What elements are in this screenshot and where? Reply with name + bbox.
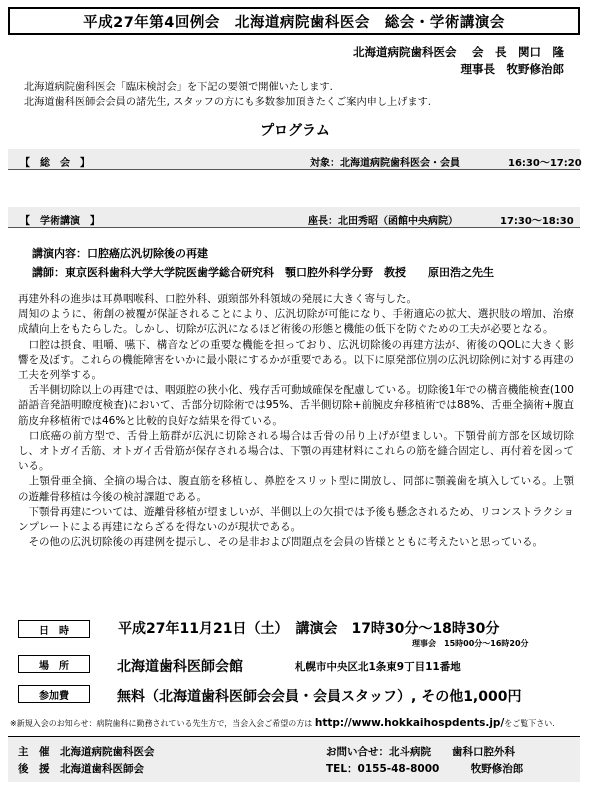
organizer-president: 北海道病院歯科医会 会 長 関口 隆 (352, 45, 564, 59)
note-suffix: をご覧下さい. (504, 719, 555, 728)
abstract-paragraph: 再建外科の進歩は耳鼻咽喉科、口腔外科、頭頸部外科領域の発展に大きく寄与した。 (18, 293, 417, 305)
note-url-link[interactable]: http://www.hokkaihospdents.jp/ (314, 717, 505, 729)
footer-contact: お問い合せ：北斗病院 歯科口腔外科 (326, 746, 515, 758)
fee-label: 参加費 (18, 685, 90, 703)
section-lecture-label: 【 学術講演 】 (20, 216, 100, 227)
organizer-block (353, 44, 564, 78)
intro-line-2: 北海道歯科医師会会員の諸先生, スタッフの方にも多数参加頂きたくご案内申し上げます. (24, 97, 432, 108)
section-general-time: 16:30～17:20 (508, 158, 582, 169)
intro-text (24, 80, 431, 110)
lecture-info (32, 244, 494, 282)
abstract-paragraph: 上顎骨亜全摘、全摘の場合は、腹直筋を移植し、鼻腔をスリット型に開放し、同部に顎義歯を填入している。上顎の遊離骨移植は今後の検討課題である。 (18, 475, 574, 503)
venue-address: 札幌市中央区北1条東9丁目11番地 (295, 661, 461, 673)
abstract-paragraph: 周知のように、術創の被覆が保証されることにより、広汎切除が可能になり、手術適応の拡大、選択肢の増加、治療成績向上をもたらした。しかし、切除が広汎になるほど術後の形態と機能の低下を防ぐための工夫が必要となる。 (18, 308, 574, 336)
section-general-target: 対象：北海道病院歯科医会・会員 (310, 158, 460, 169)
section-lecture-chair: 座長：北田秀昭（函館中央病院） (308, 216, 458, 227)
section-general-label: 【 総 会 】 (20, 158, 90, 169)
intro-line-1: 北海道病院歯科医会「臨床検討会」を下記の要領で開催いたします. (24, 82, 333, 93)
footer-support: 後 援 北海道歯科医師会 (18, 763, 144, 775)
abstract-paragraph: 舌半側切除以上の再建では、咽頭腔の狭小化、残存舌可動域確保を配慮している。切除後1年での構音機能検査(100語語音発語明瞭度検査)において、舌部分切除術では95%、舌半側切除+前腕皮弁移植術では88%、舌亜全摘術+腹直筋皮弁移植術では46%と比較的良好な結果を得ている。 (18, 384, 574, 427)
venue-name: 北海道歯科医師会館 (117, 659, 243, 675)
note-text: ※新規入会のお知らせ：病院歯科に勤務されている先生方で，当会入会ご希望の方は (10, 719, 315, 728)
board-meeting-time: 理事会 15時00分～16時20分 (412, 639, 529, 648)
participation-fee: 無料（北海道歯科医師会会員・会員スタッフ）, その他1,000円 (117, 689, 522, 705)
organizer-chairman: 理事長 牧野修治郎 (460, 62, 564, 76)
page-title: 平成27年第4回例会 北海道病院歯科医会 総会・学術講演会 (8, 7, 580, 35)
lecture-abstract (18, 292, 574, 550)
date-label: 日 時 (18, 620, 90, 638)
membership-note (10, 717, 555, 729)
abstract-paragraph: 下顎骨再建については、遊離骨移植が望ましいが、半側以上の欠損では予後も懸念されるため、リコンストラクションプレートによる再建にならざるを得ないのが現状である。 (18, 505, 574, 534)
lecture-speaker: 講師：東京医科歯科大学大学院医歯学総合研究科 顎口腔外科学分野 教授 原田浩之先生 (32, 266, 494, 279)
footer-tel: TEL：0155-48-8000 牧野修治郎 (326, 763, 524, 775)
footer (8, 736, 580, 782)
abstract-paragraph: 口腔は摂食、咀嚼、嚥下、構音などの重要な機能を担っており、広汎切除後の再建方法が、術後のQOLに大きく影響を及ぼす。これらの機能障害をいかに最小限にするかが重要である。以下に原発部位別の広汎切除例に対する再建の工夫を列挙する。 (18, 338, 574, 382)
venue-label: 場 所 (18, 655, 90, 673)
abstract-paragraph: 口底癌の前方型で、舌骨上筋群が広汎に切除される場合は舌骨の吊り上げが望ましい。下顎骨前方部を区域切除し、オトガイ舌筋、オトガイ舌骨筋が保存される場合は、下顎の再建材料にこれらの筋を縫合固定し、再付着を図っている。 (18, 429, 574, 473)
program-heading: プログラム (260, 123, 330, 139)
section-general-bar (8, 148, 580, 170)
section-lecture-bar (8, 206, 580, 228)
event-date: 平成27年11月21日（土） 講演会 17時30分～18時30分 (118, 621, 500, 637)
abstract-paragraph: その他の広汎切除後の再建例を提示し、その是非および問題点を会員の皆様とともに考えたいと思っている。 (18, 536, 543, 549)
lecture-content: 講演内容：口腔癌広汎切除後の再建 (32, 247, 208, 260)
section-lecture-time: 17:30～18:30 (500, 216, 574, 227)
footer-host: 主 催 北海道病院歯科医会 (18, 746, 155, 758)
